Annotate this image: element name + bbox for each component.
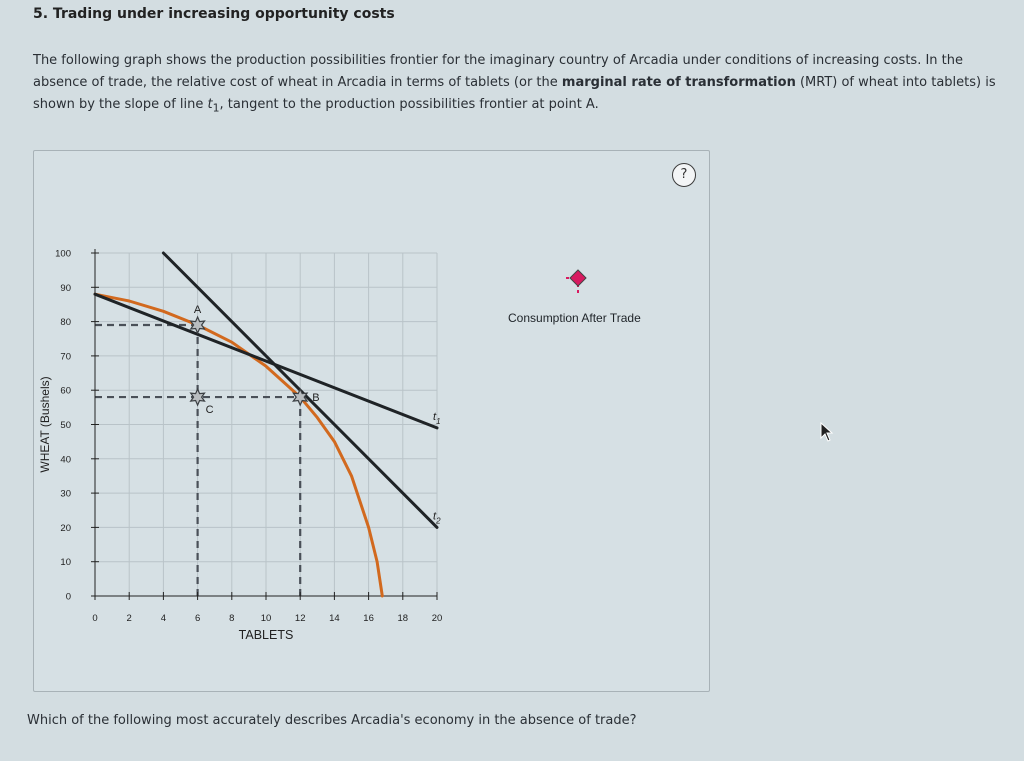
x-tick-label-4: 4 [160,613,167,624]
y-tick-label-60: 60 [60,385,71,397]
y-tick-label-50: 50 [60,420,71,431]
series-label-sub-t2: 2 [436,516,441,526]
series-label-main-t1: t [433,410,437,423]
chart-grid [95,253,437,596]
intro-part2: (MRT) of wheat into tablets) is shown by the slope of line [33,75,996,112]
point-label-b: B [312,392,320,405]
intro-part3: , tangent to the production possibilities frontier at point A. [219,97,599,112]
x-tick-label-2: 2 [126,613,132,624]
y-tick-label-10: 10 [60,557,71,569]
x-tick-label-10: 10 [260,613,272,624]
x-tick-label-0: 0 [92,613,98,624]
y-tick-label-70: 70 [60,351,71,363]
y-tick-label-30: 30 [60,488,71,500]
intro-bold: marginal rate of transformation [561,75,796,90]
x-tick-label-8: 8 [229,613,235,624]
mouse-cursor-icon [820,422,834,442]
point-label-c: C [205,404,214,417]
intro-part1: The following graph shows the production possibilities frontier for the imaginary country of Arcadia under conditions of increasing costs. In the absence of trade, the relative cost of wheat in Arcadia in terms of tablets (or the [33,53,964,90]
y-tick-label-20: 20 [60,522,71,534]
question-text: Which of the following most accurately describes Arcadia's economy in the absence of trade? [27,713,637,728]
x-tick-label-18: 18 [397,613,409,624]
series-label-sub-t1: 1 [436,416,441,426]
x-tick-label-12: 12 [294,613,306,624]
y-tick-label-0: 0 [65,591,71,603]
y-axis-label: WHEAT (Bushels) [38,376,52,473]
series-label-main-t2: t [433,510,437,523]
help-button[interactable]: ? [672,163,696,187]
page-title: 5. Trading under increasing opportunity costs [33,6,395,22]
y-tick-label-100: 100 [55,248,71,260]
intro-t1: t [207,97,213,112]
series-ppf [95,294,382,596]
y-tick-label-40: 40 [60,454,71,466]
x-axis-label: TABLETS [238,628,294,642]
intro-t1-sub: 1 [212,101,220,115]
point-label-a: A [193,304,202,317]
x-tick-label-14: 14 [329,613,340,624]
x-tick-label-16: 16 [363,613,374,624]
y-tick-label-80: 80 [60,317,71,329]
dashed-guides [95,325,300,596]
x-tick-label-6: 6 [194,613,201,624]
consumption-after-trade-label: Consumption After Trade [508,311,641,325]
y-tick-label-90: 90 [60,282,71,294]
x-tick-label-20: 20 [431,613,443,624]
